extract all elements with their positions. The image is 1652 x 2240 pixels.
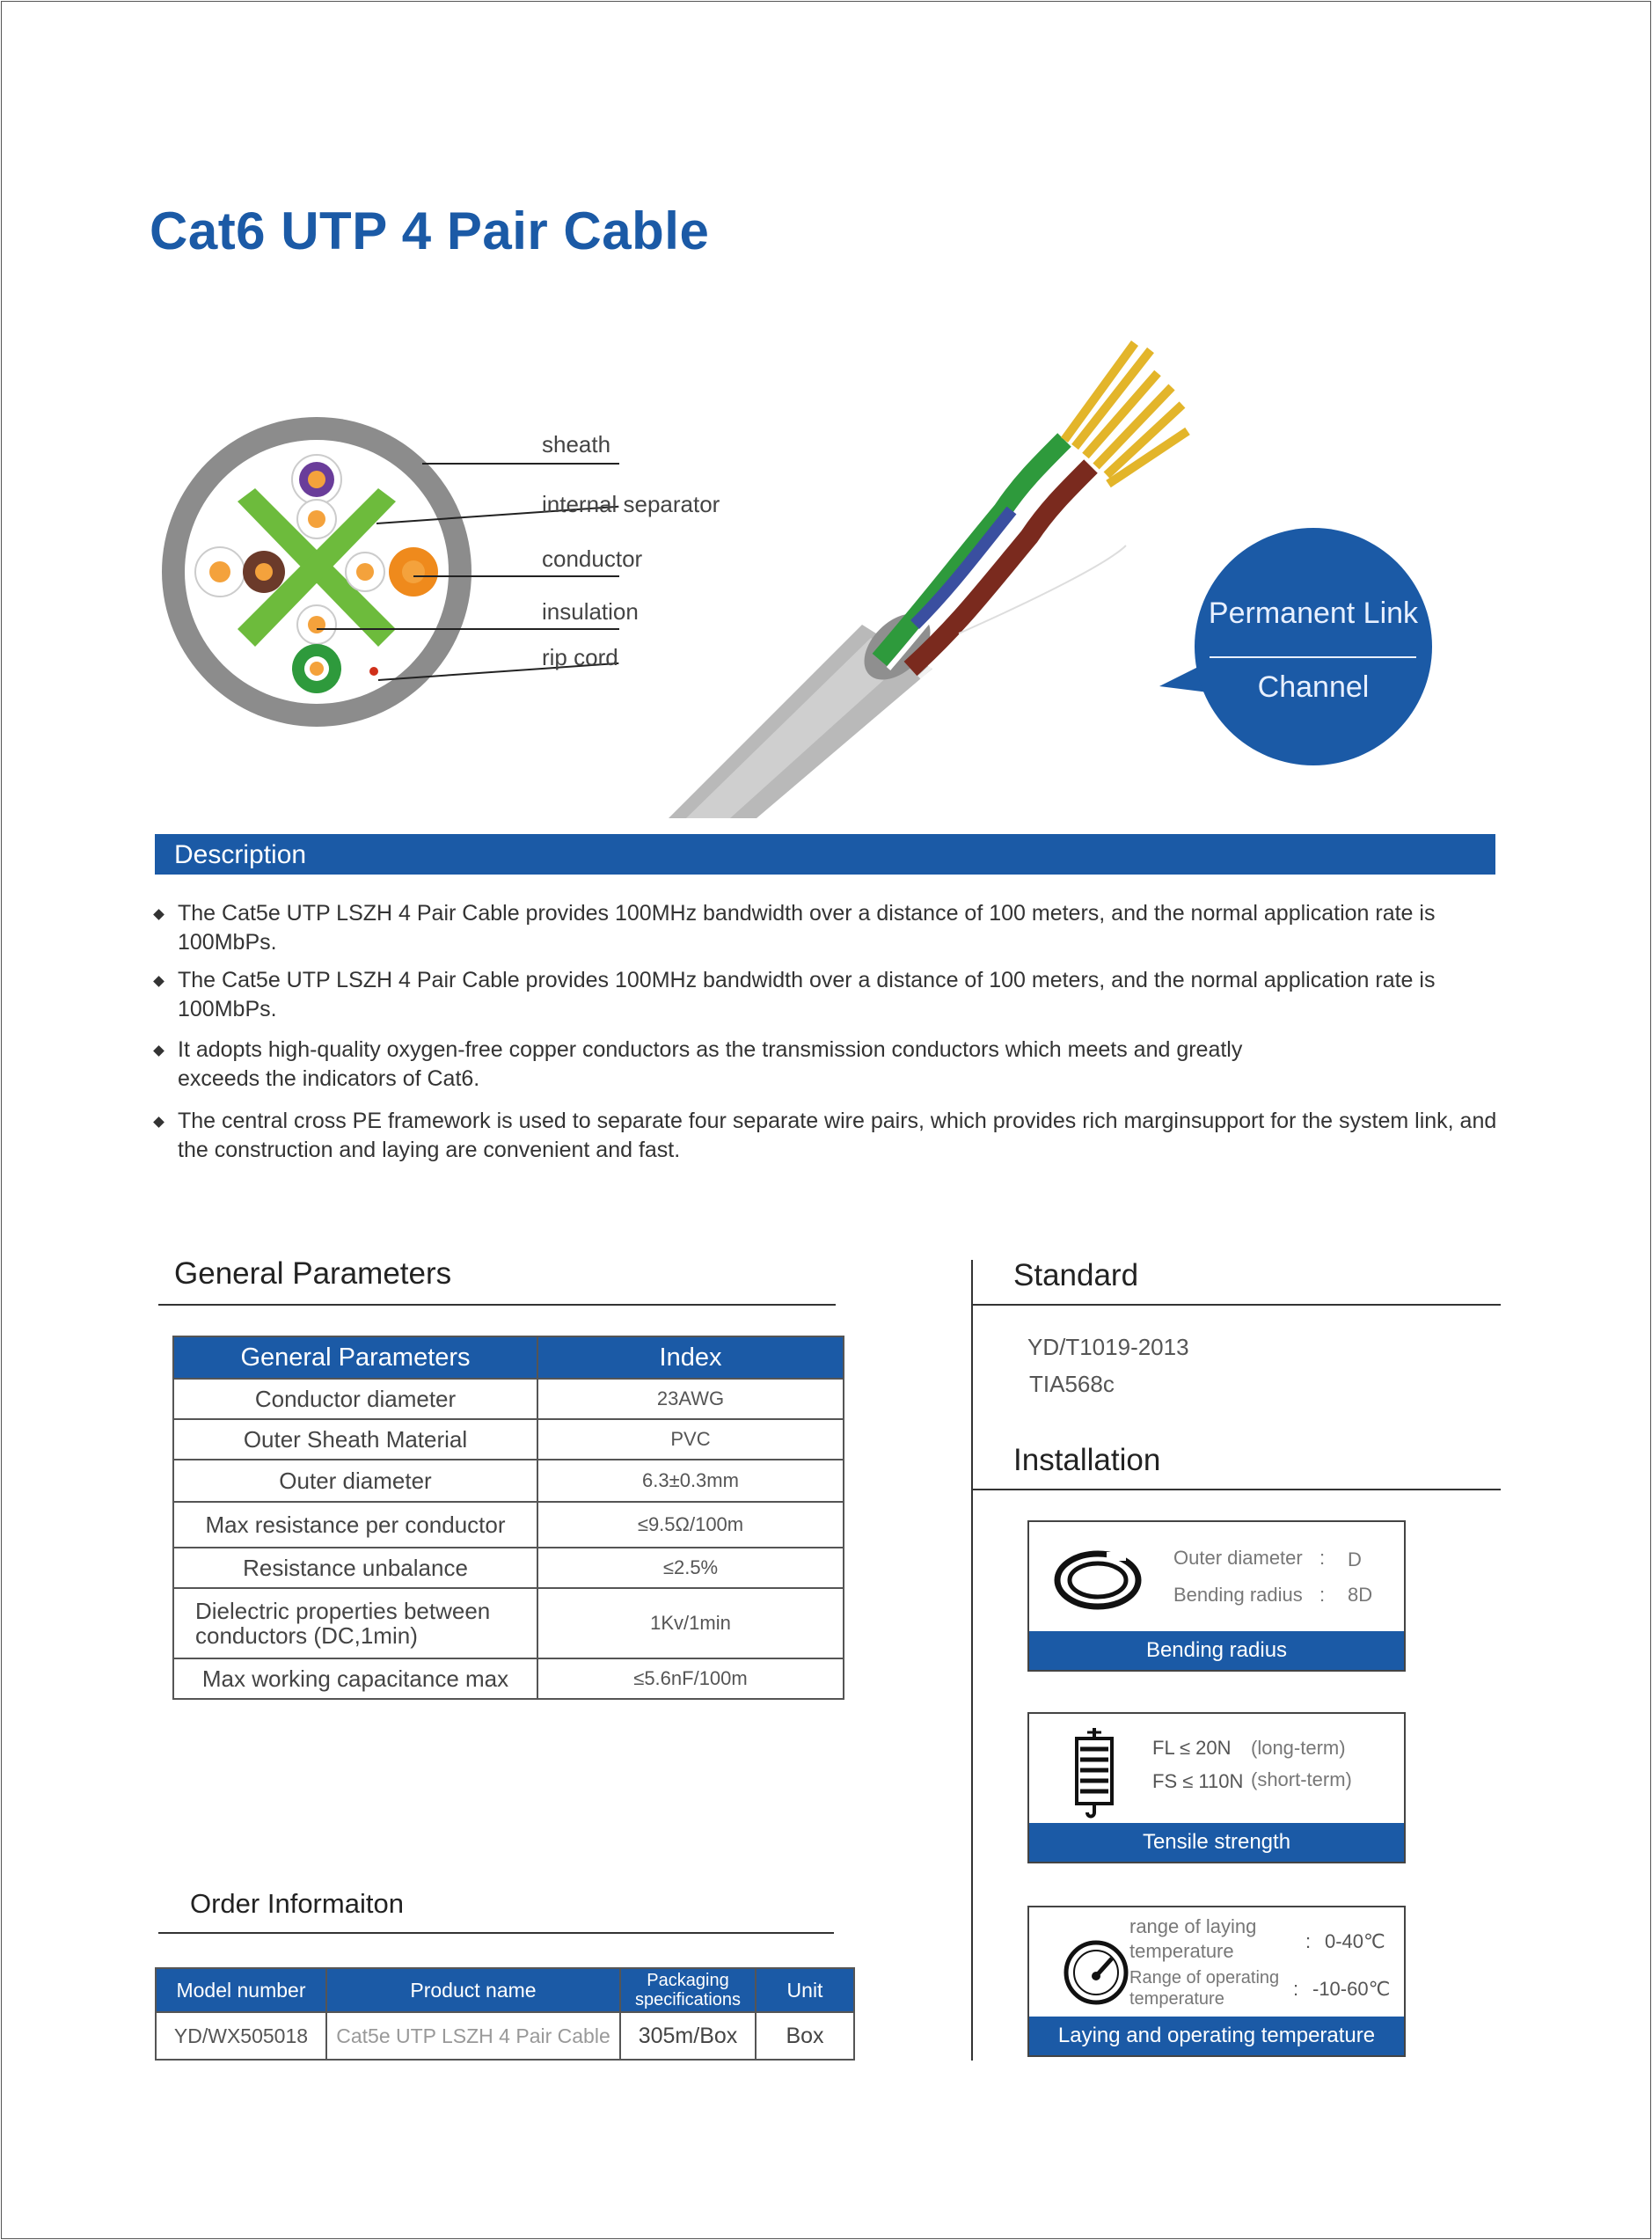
bullet-text: The Cat5e UTP LSZH 4 Pair Cable provides 100MHz bandwidth over a distance of 100 meters, and the normal application rate is 100MbPs. [178, 901, 1436, 955]
column-divider [971, 1260, 973, 2061]
column-header: Unit [756, 1968, 854, 2012]
parameter-name: Conductor diameter [173, 1379, 537, 1419]
general-parameters-heading: General Parameters [174, 1256, 452, 1291]
section-rule [971, 1304, 1501, 1306]
temp-line2-value: -10-60℃ [1312, 1978, 1391, 2000]
column-header: Product name [326, 1968, 620, 2012]
parameter-value: 6.3±0.3mm [537, 1460, 844, 1502]
callout-line [422, 463, 619, 465]
callout-conductor: conductor [542, 545, 643, 572]
bullet-icon [153, 1045, 164, 1057]
parameter-name: Outer diameter [173, 1460, 537, 1502]
callout-line [413, 575, 619, 577]
column-header: Index [537, 1336, 844, 1379]
parameter-value: PVC [537, 1419, 844, 1460]
parameter-name: Max working capacitance max [173, 1658, 537, 1699]
temp-line1-label: range of laying temperature [1129, 1915, 1257, 1962]
bullet-icon [153, 909, 164, 920]
description-bullet [155, 1036, 1369, 1094]
bullet-icon [153, 976, 164, 987]
parameter-name: Dielectric properties between conductors (DC,1min) [173, 1588, 537, 1658]
order-information-heading: Order Informaiton [190, 1888, 404, 1919]
callout-line [317, 628, 619, 630]
bending-radius-caption: Bending radius [1029, 1631, 1404, 1670]
standard-heading: Standard [1013, 1258, 1139, 1292]
tensile-line1-label: FL ≤ 20N [1152, 1737, 1232, 1759]
page-title: Cat6 UTP 4 Pair Cable [150, 201, 710, 260]
section-rule [158, 1304, 836, 1306]
bullet-icon [153, 1116, 164, 1128]
table-row [173, 1658, 844, 1699]
column-header: Packaging specifications [620, 1968, 756, 2012]
table-row [173, 1379, 844, 1419]
table-row [173, 1548, 844, 1588]
bending-line2-value: 8D [1348, 1584, 1373, 1606]
callout-internal-separator: internal separator [542, 491, 720, 517]
cable-side-illustration [669, 334, 1214, 827]
tensile-strength-card [1027, 1712, 1406, 1863]
parameter-name: Resistance unbalance [173, 1548, 537, 1588]
tensile-strength-icon [1073, 1728, 1115, 1819]
link-bubble [1195, 528, 1432, 765]
parameter-value: 1Kv/1min [537, 1588, 844, 1658]
description-bullet [155, 966, 1509, 1024]
column-header: General Parameters [173, 1336, 537, 1379]
gauge-icon [1063, 1939, 1129, 2006]
packaging: 305m/Box [620, 2012, 756, 2060]
tensile-strength-caption: Tensile strength [1029, 1823, 1404, 1862]
standard-item: YD/T1019-2013 [1027, 1334, 1189, 1360]
bending-radius-card: Outer diameter : D Bending radius : 8D Bending radius [1027, 1520, 1406, 1672]
parameter-value: ≤2.5% [537, 1548, 844, 1588]
bending-line1-value: D [1348, 1548, 1362, 1570]
temp-line1-value: 0-40℃ [1325, 1930, 1385, 1952]
parameter-value: 23AWG [537, 1379, 844, 1419]
table-row [173, 1419, 844, 1460]
table-row [173, 1502, 844, 1548]
bubble-channel: Channel [1257, 670, 1370, 704]
temp-line2-label: Range of operating temperature [1129, 1968, 1280, 2009]
order-information-table [155, 1967, 855, 2061]
general-parameters-table [172, 1336, 844, 1700]
installation-heading: Installation [1013, 1443, 1161, 1477]
product-name: Cat5e UTP LSZH 4 Pair Cable [326, 2012, 620, 2060]
description-heading: Description [174, 840, 307, 869]
temperature-card: range of laying temperature : 0-40℃ Range of operating temperature : -10-60℃ Laying and operating temperature [1027, 1906, 1406, 2057]
temperature-caption: Laying and operating temperature [1029, 2017, 1404, 2055]
section-rule [971, 1489, 1501, 1490]
bubble-permanent-link: Permanent Link [1208, 597, 1419, 630]
bubble-divider [1210, 656, 1416, 658]
callout-rip-cord: rip cord [542, 644, 618, 670]
parameter-name: Outer Sheath Material [173, 1419, 537, 1460]
callout-insulation: insulation [542, 598, 639, 625]
parameter-value: ≤9.5Ω/100m [537, 1502, 844, 1548]
description-bullet [155, 899, 1509, 957]
table-row [156, 2012, 854, 2060]
standard-item: TIA568c [1029, 1371, 1115, 1397]
bending-radius-icon [1052, 1548, 1144, 1612]
model-number: YD/WX505018 [156, 2012, 326, 2060]
tensile-line1-note: (long-term) [1251, 1737, 1346, 1759]
tensile-line2-note: (short-term) [1251, 1768, 1352, 1790]
parameter-name: Max resistance per conductor [173, 1502, 537, 1548]
tensile-line2-label: FS ≤ 110N [1152, 1770, 1244, 1792]
bullet-text: The Cat5e UTP LSZH 4 Pair Cable provides 100MHz bandwidth over a distance of 100 meters, and the normal application rate is 100MbPs. [178, 968, 1436, 1021]
cable-cross-section-illustration [158, 414, 475, 730]
description-header-bar [155, 834, 1495, 875]
unit: Box [756, 2012, 854, 2060]
rip-cord-dot [369, 667, 378, 676]
bending-line2-label: Bending radius [1173, 1584, 1303, 1606]
bullet-text: The central cross PE framework is used to separate four separate wire pairs, which provides rich marginsupport for the system link, and the construction and laying are convenient and fast. [178, 1109, 1497, 1162]
bullet-text: It adopts high-quality oxygen-free copper conductors as the transmission conductors which meets and greatly exceeds the indicators of Cat6. [178, 1037, 1243, 1091]
description-bullet [155, 1107, 1509, 1165]
bending-line1-label: Outer diameter [1173, 1547, 1303, 1569]
column-header: Model number [156, 1968, 326, 2012]
section-rule [158, 1932, 834, 1934]
table-row [173, 1460, 844, 1502]
callout-sheath: sheath [542, 431, 611, 458]
table-row [173, 1588, 844, 1658]
parameter-value: ≤5.6nF/100m [537, 1658, 844, 1699]
